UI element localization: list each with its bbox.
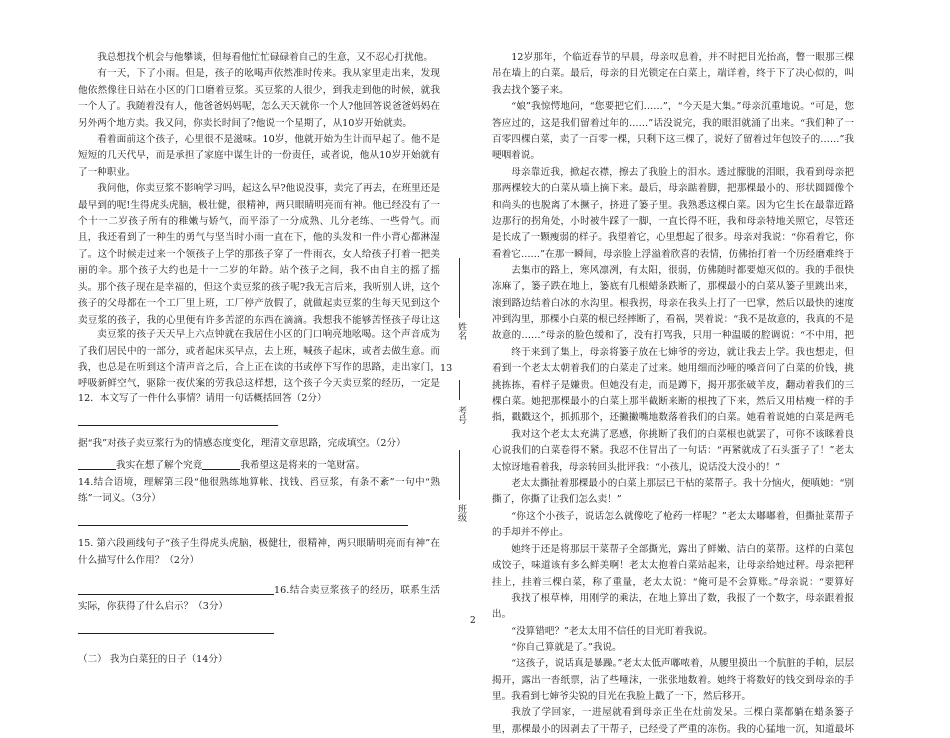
fill-text-a: 我实在想了解个究竟 (116, 460, 203, 472)
binding-line (459, 380, 460, 400)
answer-line-12 (78, 414, 440, 430)
class-label: 班级 (456, 504, 466, 522)
page-number: 2 (470, 616, 476, 626)
paragraph: 我放了学回家，一进屋就看到母亲正坐在灶前发呆。三棵白菜都躺在蜡条篓子里，那棵最小的因剥去了干帮子，已经受了严重的冻伤。我的心猛地一沉，知道最坏 (492, 707, 854, 735)
paragraph: “这孩子，说话真是暴躁。”老太太低声嘟哝着，从腰里摸出一个肮脏的手帕，层层揭开，露出一沓纸票，沾了些唾沫，一张张地数着。她终于将数好的钱交到母亲的手里。我看到七婶爷尖锐的目光在我脸上戳了一下，然后移开。 (492, 658, 854, 703)
name-label: 姓名 (456, 322, 466, 340)
paragraph: 母亲靠近我，掀起衣襟，擦去了我脸上的泪水。透过朦胧的泪眼，我看到母亲把那两棵较大的白菜从墙上摘下来。最后，母亲踮着脚，把那棵最小的、形状圆圆像个和尚头的也脱离了木撅子，挤进了篓子里。我熟悉这棵白菜。因为它生长在最靠近路边那行的拐角处，小时被牛踩了一脚，一直长得不旺，我和母亲特地关照它，尽管还是长成了一颗瘦弱的样子。我望着它，心里想起了很多。母亲对我说：“你看着它，你看着它……”在那一瞬间，母亲脸上浮溢着欣喜的表情，仿佛抬打着一个历经磨难终于 (492, 166, 854, 260)
question-14: 14.结合语境，理解第三段“他很熟练地算帐、找钱、舀豆浆，有条不紊”一句中“熟练”一词义。（3分） (78, 476, 440, 505)
right-column (492, 50, 854, 738)
question-13-number: 13 (440, 363, 453, 374)
paragraph: “你自己算就是了。”我说。 (511, 641, 622, 653)
question-15: 15. 第六段画线句子“孩子生得虎头虎脑，极健壮，很精神，两只眼睛明亮而有神”在什么描写什么作用？（2分） (78, 538, 440, 566)
paragraph: “没算错吧？”老太太用不信任的目光盯着我说。 (511, 625, 713, 637)
left-column (78, 50, 440, 669)
answer-line-16 (78, 622, 440, 638)
binding-line (459, 450, 460, 500)
paragraph: 12岁那年，个临近春节的早晨，母亲叹息着，并不时把目光抬高，瞥一眼那三棵吊在墙上的白菜。最后，母亲的目光锁定在白菜上，端详着，终于下了决心似的，叫我去找个篓子来。 (492, 52, 854, 96)
paragraph: 我对这个老太太充满了恶感，你挑断了我们的白菜根也就罢了，可你不该眯着良心说我们的白菜卷得不紧。我忍不住冒出了一句话：“再紧就成了石头蛋子了！”老太太惊讶地看着我，母亲转回头批评我：“小孩儿，说话没大没小的！” (492, 428, 854, 473)
answer-line-14 (78, 514, 440, 530)
paragraph: “娘”我惊愕地问，“您要把它们……”，“今天是大集。”母亲沉重地说。“可是，您答应过的，这是我们留着过年的……”话没说完，我的眼泪就涌了出来。“我们种了一百零四棵白菜，卖了一百零一棵，只剩下这三棵了，说好了留着过年包饺子的……”我哽咽着说。 (492, 101, 854, 162)
paragraph: 有一天，下了小雨。但是，孩子的吆喝声依然准时传来。我从家里走出来，发现他依然像往日站在小区的门口磨着豆浆。买豆浆的人很少，到我走到他的时候，就我一个人了。我随着没有人，他爸爸妈妈呢，怎么天天就你一个人?他回答说爸爸妈妈在另外两个地方卖。我又问，你卖长时间了?他说一个星期了，从10岁开始就卖。 (78, 68, 440, 129)
paragraph: “你这个小孩子，说话怎么就像吃了枪药一样呢？”老太太嘟嘟着，但撕扯菜帮子的手却并不停止。 (492, 510, 854, 539)
paragraph: 终于来到了集上，母亲将篓子放在七婶爷的旁边，就让我去上学。我也想走，但看到一个老太太朝着我们的白菜走了过来。她用细而沙哑的嗓音问了白菜的价钱，挑挑拣拣，看样子是嫌贵。但她没有走，而是蹲下，揭开那张破羊皮，翻动着我们的三棵白菜。她把那棵最小的白菜上那半截断来断的根拽了下来，然后又用枯瘦一样的手指，戳戳这个，抓抓那个，还撇撇嘴地数落着我们的白菜。她看着说她的白菜是两毛 (492, 346, 854, 424)
question-12: 12．本文写了一件什么事情？请用一句话概括回答（2分） (78, 393, 327, 405)
paragraph: 她终于还是将那层干菜帮子全部撕光，露出了鲜嫩、洁白的菜帮。这样的白菜包成饺子，味道该有多么鲜美啊！老太太抱着白菜站起来，让母亲给她过秤。母亲把秤挂上，挂着三棵白菜，称了重量，老太太说：“俺可是不会算账。”母亲说：“要算好 (492, 543, 854, 588)
paragraph: 去集市的路上，寒风凛冽，有太阳，很弱，仿佛随时都要熄灭似的。我的手很快冻麻了，篓子跌在地上，篓底有几根蜡条跌断了，那棵最小的白菜从篓子里跳出来，滚到路边结着白冰的水沟里。根我拐，母亲在我头上打了一巴掌，然后以最快的速度冲到沟里，那棵小白菜的根已经摔断了，看祸，哭着说：“我不是故意的，我真的不是故意的……”母亲的脸色缓和了，没有打骂我，只用一种温暖的腔调说：“不中用，把 (492, 264, 854, 342)
paragraph: 老太太撕扯着那棵最小的白菜上那层已干枯的菜帮子。我十分恼火，便嗔她：“别撕了，你撕了让我们怎么卖！” (492, 478, 854, 506)
paragraph: 我问他，你卖豆浆不影响学习吗，起这么早?他说没事，卖完了再去，在班里还是最早到的呢!生得虎头虎脑，极壮健，很精神，两只眼睛明亮而有神。他已经没有了一个十一二岁孩子所有的稚嫩与娇气，而平添了一分成熟、儿分老练、一些骨气。而且，我还看到了一种生的勇气与坚当时小雨一直在下，他的头发和一件小背心都淋湿了。这个时候走过来一个领孩子上学的那孩子穿了一件雨衣，女人给孩子打着一把美丽的伞。那个孩子大约也是十一二岁的年龄。站个孩子之间，我不由自主的摇了摇头。那个孩子现在是幸福的，但这个卖豆浆的孩子呢?我无言后来，我听别人讲，这个孩子的父母都在一个工厂里上班，工厂停产放假了，就做起卖豆浆的生每天见到这个卖豆浆的孩子，我的心里便有许多苦涩的东西在滴滴。我想我不能够苦怪孩子母让这 (78, 183, 440, 326)
paragraph: 我找了根草棒，用刚学的乘法，在地上算出了数，我报了一个数字，母亲跟着报出。 (492, 592, 854, 621)
paragraph: 我总想找个机会与他攀谈，但每看他忙忙碌碌着自己的生意，又不忍心打扰他。 (97, 52, 433, 63)
question-13-fill (78, 458, 440, 474)
fill-text-b: 我希望这是将来的一笔财富。 (240, 460, 366, 472)
exam-number-label: 考号 (456, 406, 466, 424)
question-13: 据“我”对孩子卖豆浆行为的情感态度变化，理清文章思路，完成填空。（2分） (78, 438, 406, 450)
binding-line (459, 258, 460, 318)
section-title: （二） 我为白菜狂的日子（14分） (78, 654, 228, 666)
paragraph: 卖豆浆的孩子天天早上六点钟就在我居住小区的门口响亮地吆喝。这个声音成为了我们居民中的一部分，或者起床买早点，去上班，喊孩子起床，或者去做生意。而我，也总是在听到这个清声音之后，合上正在读的书或停下写作的思路，走出家门，呼吸新鲜空气，驱除一夜伏案的劳我总这样想，这个孩子今天卖豆浆的经历，一定是 (78, 329, 440, 390)
question-16: 16.结合卖豆浆孩子的经历，联系生活实际，你获得了什么启示？（3分） (78, 584, 440, 613)
paragraph: 看着面前这个孩子，心里很不是滋味。10岁，他就开始为生计而早起了。他不是短短的几天代早，而是承担了家庭中谋生计的一份责任，或者说，他从10岁开始就有了一种职业。 (78, 134, 440, 178)
